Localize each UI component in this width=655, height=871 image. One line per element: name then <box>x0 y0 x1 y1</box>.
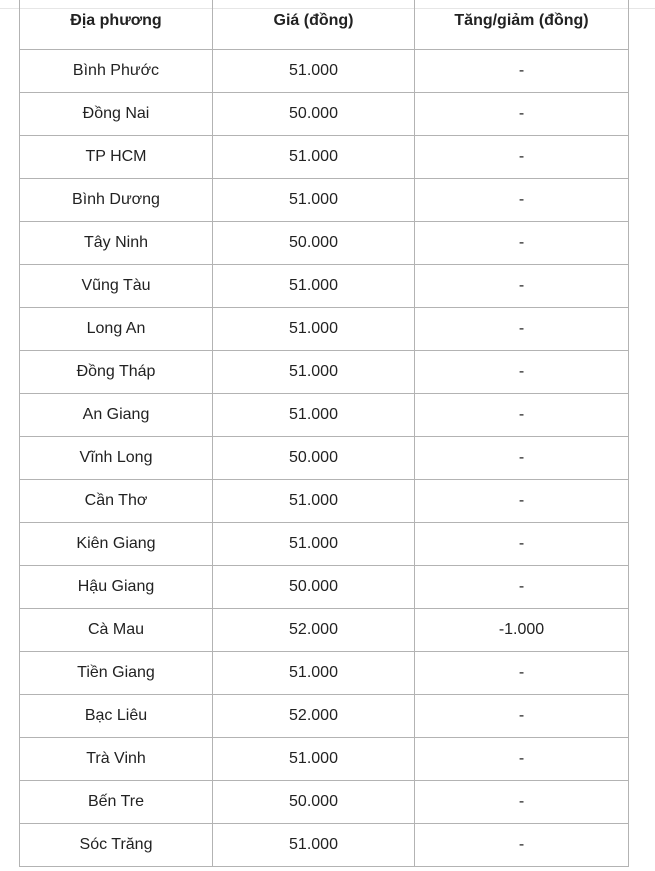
price-cell: 50.000 <box>213 221 415 264</box>
table-row <box>20 350 629 393</box>
table-row <box>20 608 629 651</box>
price-cell: 52.000 <box>213 694 415 737</box>
price-cell: 51.000 <box>213 49 415 92</box>
price-table <box>19 0 629 867</box>
table-header <box>20 0 629 49</box>
header-change: Tăng/giảm (đồng) <box>415 0 629 49</box>
header-region: Địa phương <box>20 0 213 49</box>
table-row <box>20 737 629 780</box>
change-cell: - <box>415 694 629 737</box>
price-cell: 51.000 <box>213 651 415 694</box>
region-cell: Bến Tre <box>20 780 213 823</box>
change-cell: - <box>415 350 629 393</box>
table-row <box>20 135 629 178</box>
table-row <box>20 479 629 522</box>
table-row <box>20 264 629 307</box>
region-cell: Cần Thơ <box>20 479 213 522</box>
change-cell: - <box>415 479 629 522</box>
table-row <box>20 221 629 264</box>
region-cell: Đồng Nai <box>20 92 213 135</box>
table-row <box>20 694 629 737</box>
price-cell: 50.000 <box>213 436 415 479</box>
change-cell: - <box>415 135 629 178</box>
change-cell: - <box>415 823 629 866</box>
region-cell: Trà Vinh <box>20 737 213 780</box>
change-cell: - <box>415 49 629 92</box>
table-row <box>20 823 629 866</box>
price-cell: 51.000 <box>213 264 415 307</box>
region-cell: Đồng Tháp <box>20 350 213 393</box>
change-cell: - <box>415 178 629 221</box>
region-cell: Cà Mau <box>20 608 213 651</box>
region-cell: Vĩnh Long <box>20 436 213 479</box>
region-cell: An Giang <box>20 393 213 436</box>
region-cell: Vũng Tàu <box>20 264 213 307</box>
table-row <box>20 307 629 350</box>
region-cell: TP HCM <box>20 135 213 178</box>
change-cell: - <box>415 780 629 823</box>
table-row <box>20 92 629 135</box>
table-row <box>20 178 629 221</box>
header-price: Giá (đồng) <box>213 0 415 49</box>
price-cell: 50.000 <box>213 780 415 823</box>
table-row <box>20 565 629 608</box>
table-row <box>20 49 629 92</box>
change-cell: - <box>415 737 629 780</box>
change-cell: - <box>415 92 629 135</box>
table-row <box>20 651 629 694</box>
price-cell: 51.000 <box>213 178 415 221</box>
table-row <box>20 393 629 436</box>
header-row <box>20 0 629 49</box>
price-cell: 51.000 <box>213 135 415 178</box>
change-cell: - <box>415 221 629 264</box>
price-cell: 51.000 <box>213 307 415 350</box>
region-cell: Sóc Trăng <box>20 823 213 866</box>
table-body <box>20 49 629 866</box>
change-cell: - <box>415 565 629 608</box>
region-cell: Tây Ninh <box>20 221 213 264</box>
region-cell: Hậu Giang <box>20 565 213 608</box>
price-cell: 51.000 <box>213 737 415 780</box>
price-cell: 50.000 <box>213 565 415 608</box>
region-cell: Bạc Liêu <box>20 694 213 737</box>
table-row <box>20 436 629 479</box>
price-cell: 51.000 <box>213 479 415 522</box>
region-cell: Tiền Giang <box>20 651 213 694</box>
change-cell: -1.000 <box>415 608 629 651</box>
change-cell: - <box>415 436 629 479</box>
price-cell: 51.000 <box>213 393 415 436</box>
change-cell: - <box>415 651 629 694</box>
region-cell: Long An <box>20 307 213 350</box>
region-cell: Bình Dương <box>20 178 213 221</box>
region-cell: Kiên Giang <box>20 522 213 565</box>
price-cell: 51.000 <box>213 350 415 393</box>
price-cell: 51.000 <box>213 522 415 565</box>
region-cell: Bình Phước <box>20 49 213 92</box>
table-row <box>20 780 629 823</box>
change-cell: - <box>415 307 629 350</box>
change-cell: - <box>415 393 629 436</box>
table-row <box>20 522 629 565</box>
price-cell: 51.000 <box>213 823 415 866</box>
price-cell: 52.000 <box>213 608 415 651</box>
change-cell: - <box>415 522 629 565</box>
price-cell: 50.000 <box>213 92 415 135</box>
change-cell: - <box>415 264 629 307</box>
